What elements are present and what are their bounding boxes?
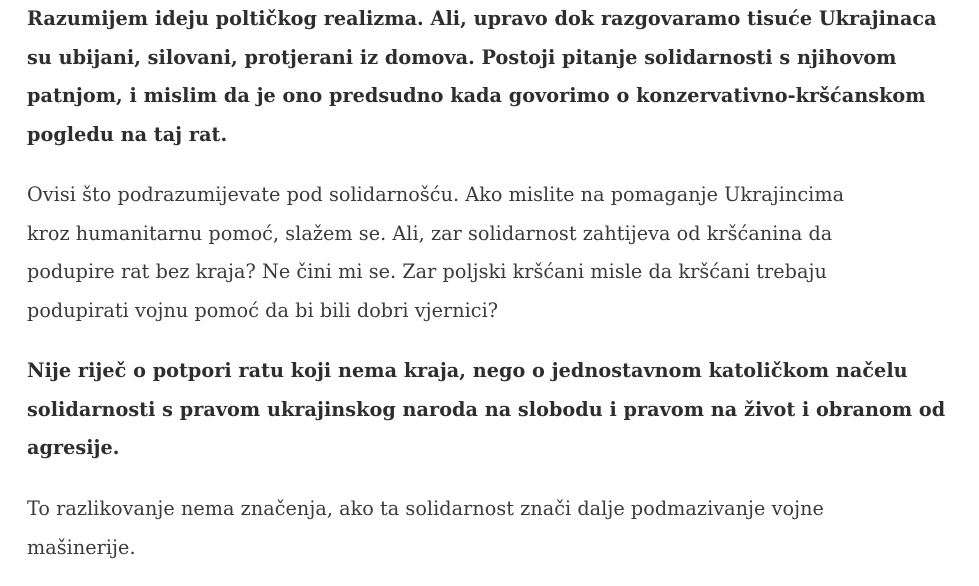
text-line: kroz humanitarnu pomoć, slažem se. Ali, zar solidarnost zahtijeva od kršćanina da xyxy=(27,221,833,245)
text-line: Nije riječ o potpori ratu koji nema kraja, nego o jednostavnom katoličkom načelu xyxy=(27,359,908,382)
question-paragraph-1 xyxy=(27,0,937,154)
text-line: su ubijani, silovani, protjerani iz domova. Postoji pitanje solidarnosti s njihovom xyxy=(27,45,897,69)
text-line: podupirati vojnu pomoć da bi bili dobri vjernici? xyxy=(27,298,499,322)
text-line: mašinerije. xyxy=(27,535,136,559)
text-line: podupire rat bez kraja? Ne čini mi se. Zar poljski kršćani misle da kršćani trebaju xyxy=(27,260,827,283)
text-line: patnjom, i mislim da je ono predsudno kada govorimo o konzervativno-kršćanskom xyxy=(27,84,926,107)
answer-paragraph-2 xyxy=(27,490,824,567)
text-line: Razumijem ideju poltičkog realizma. Ali, upravo dok razgovaramo tisuće Ukrajinaca xyxy=(27,7,937,30)
text-line: Ovisi što podrazumijevate pod solidarnošću. Ako mislite na pomaganje Ukrajincima xyxy=(27,183,845,206)
text-line: To razlikovanje nema značenja, ako ta solidarnost znači dalje podmazivanje vojne xyxy=(27,497,824,520)
text-line: solidarnosti s pravom ukrajinskog naroda na slobodu i pravom na život i obranom od xyxy=(27,397,946,421)
question-paragraph-2 xyxy=(27,352,945,468)
text-line: agresije. xyxy=(27,436,120,459)
answer-paragraph-1 xyxy=(27,176,844,330)
text-line: pogledu na taj rat. xyxy=(27,122,228,146)
